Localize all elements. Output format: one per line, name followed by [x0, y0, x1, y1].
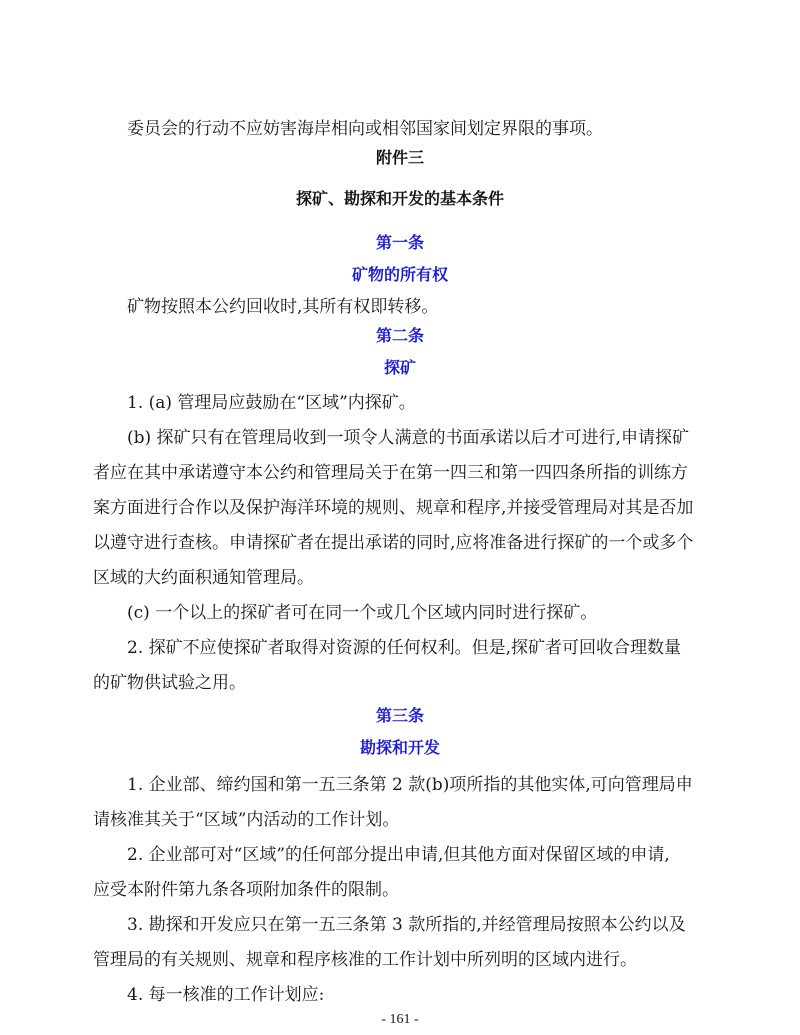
- text-line: 请核准其关于“区域”内活动的工作计划。: [93, 810, 400, 830]
- article-heading: 第二条: [375, 326, 424, 345]
- text-line: 2. 探矿不应使探矿者取得对资源的任何权利。但是,探矿者可回收合理数量: [127, 638, 682, 658]
- text-line: 管理局的有关规则、规章和程序核准的工作计划中所列明的区域内进行。: [93, 950, 637, 970]
- article-title: 勘探和开发: [359, 738, 440, 757]
- text-line: 2. 企业部可对“区域”的任何部分提出申请,但其他方面对保留区域的申请,: [127, 845, 670, 865]
- text-line: 1. (a) 管理局应鼓励在“区域”内探矿。: [127, 393, 416, 413]
- article-title: 探矿: [383, 358, 416, 377]
- text-line: 应受本附件第九条各项附加条件的限制。: [93, 880, 399, 900]
- text-line: 以遵守进行查核。申请探矿者在提出承诺的同时,应将准备进行探矿的一个或多个: [93, 533, 694, 553]
- text-line: 区域的大约面积通知管理局。: [93, 568, 314, 588]
- page-number: - 161 -: [381, 1012, 419, 1027]
- text-line: 案方面进行合作以及保护海洋环境的规则、规章和程序,并接受管理局对其是否加: [93, 498, 694, 518]
- text-line: 委员会的行动不应妨害海岸相向或相邻国家间划定界限的事项。: [127, 119, 603, 139]
- text-line: 3. 勘探和开发应只在第一五三条第 3 款所指的,并经管理局按照本公约以及: [127, 915, 686, 935]
- article-heading: 第三条: [375, 706, 424, 725]
- text-line: 1. 企业部、缔约国和第一五三条第 2 款(b)项所指的其他实体,可向管理局申: [127, 775, 693, 795]
- text-line: 矿物按照本公约回收时,其所有权即转移。: [127, 297, 439, 317]
- annex-subtitle: 探矿、勘探和开发的基本条件: [295, 189, 504, 208]
- annex-title: 附件三: [375, 148, 424, 167]
- article-heading: 第一条: [375, 233, 424, 252]
- text-line: (c) 一个以上的探矿者可在同一个或几个区域内同时进行探矿。: [127, 603, 598, 623]
- text-line: (b) 探矿只有在管理局收到一项令人满意的书面承诺以后才可进行,申请探矿: [127, 428, 689, 448]
- text-line: 4. 每一核准的工作计划应:: [127, 985, 325, 1005]
- text-line: 的矿物供试验之用。: [93, 673, 246, 693]
- article-title: 矿物的所有权: [351, 265, 448, 284]
- text-line: 者应在其中承诺遵守本公约和管理局关于在第一四三和第一四四条所指的训练方: [93, 463, 688, 483]
